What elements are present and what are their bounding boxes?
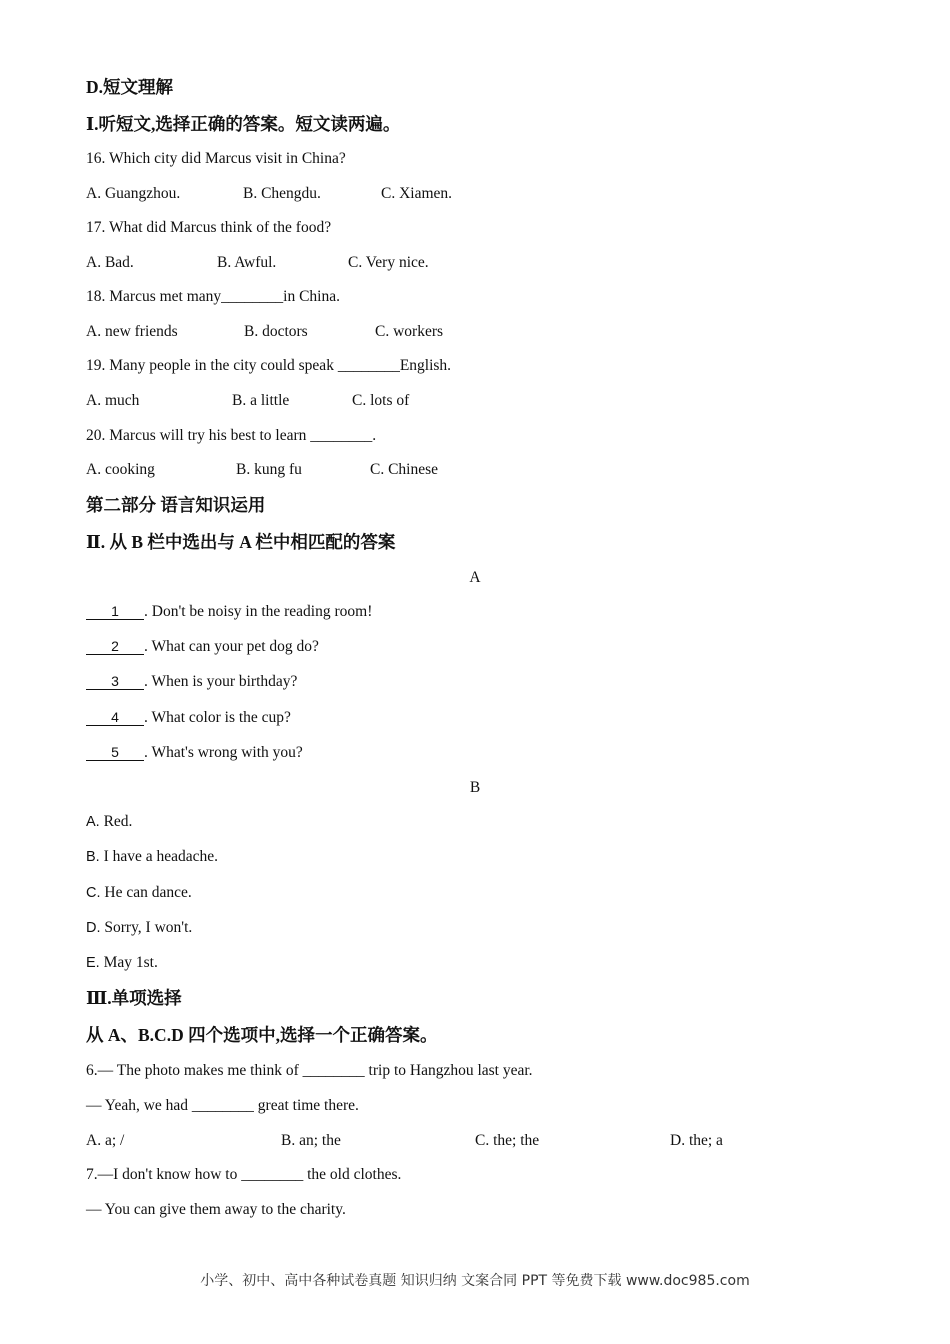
column-b-letter: D. [86,920,101,936]
column-b-letter: A. [86,814,100,830]
part-3-instruction: 从 A、B.C.D 四个选项中,选择一个正确答案。 [86,1025,438,1045]
column-b-label: B [469,779,481,796]
part-2-instruction: Ⅱ. 从 B 栏中选出与 A 栏中相匹配的答案 [86,532,396,552]
column-b-item-e [86,953,158,973]
column-b-text: He can dance. [100,884,192,901]
answer-blank-5[interactable]: 5 [86,744,144,761]
question-6-line-1: 6.— The photo makes me think of ________ trip to Hangzhou last year. [86,1062,533,1079]
q6-option-b: B. an; the [281,1132,341,1149]
answer-blank-1[interactable]: 1 [86,603,144,620]
q18-option-c: C. workers [375,323,444,340]
question-6-line-2: — Yeah, we had ________ great time there. [86,1097,359,1114]
match-item-text: . What's wrong with you? [144,744,303,761]
q18-option-b: B. doctors [244,323,308,340]
q17-option-a: A. Bad. [86,254,134,271]
column-b-item-d [86,918,192,938]
q20-option-b: B. kung fu [236,461,302,478]
question-17-stem: 17. What did Marcus think of the food? [86,219,332,236]
q20-option-a: A. cooking [86,461,155,478]
q16-option-a: A. Guangzhou. [86,185,181,202]
question-18-stem: 18. Marcus met many________in China. [86,288,340,305]
section-d-instruction: Ⅰ.听短文,选择正确的答案。短文读两遍。 [86,114,401,134]
part-3-heading: Ⅲ.单项选择 [86,988,182,1008]
q16-option-b: B. Chengdu. [243,185,321,202]
column-b-item-c [86,883,192,903]
q16-option-c: C. Xiamen. [381,185,453,202]
answer-blank-2[interactable]: 2 [86,638,144,655]
column-b-letter: C. [86,885,101,901]
answer-blank-3[interactable]: 3 [86,673,144,690]
column-b-letter: B. [86,849,100,865]
question-7-line-2: — You can give them away to the charity. [86,1201,346,1218]
question-20-stem: 20. Marcus will try his best to learn ________. [86,427,377,444]
q20-option-c: C. Chinese [370,461,439,478]
answer-blank-4[interactable]: 4 [86,709,144,726]
match-item-5 [86,743,303,763]
section-d-heading: D.短文理解 [86,77,174,97]
question-7-line-1: 7.—I don't know how to ________ the old clothes. [86,1166,402,1183]
q18-option-a: A. new friends [86,323,178,340]
match-item-text: . Don't be noisy in the reading room! [144,603,373,620]
q6-option-c: C. the; the [475,1132,540,1149]
match-item-1 [86,602,372,622]
column-b-item-b [86,847,218,867]
question-16-stem: 16. Which city did Marcus visit in China? [86,150,346,167]
match-item-2 [86,637,319,657]
match-item-text: . What color is the cup? [144,709,291,726]
part-2-heading: 第二部分 语言知识运用 [86,495,266,515]
column-b-text: Sorry, I won't. [100,919,193,936]
q6-option-a: A. a; / [86,1132,125,1149]
column-b-letter: E. [86,955,100,971]
q19-option-a: A. much [86,392,140,409]
column-a-label: A [469,569,481,586]
question-19-stem: 19. Many people in the city could speak ________English. [86,357,452,374]
match-item-text: . What can your pet dog do? [144,638,319,655]
match-item-text: . When is your birthday? [144,673,298,690]
q6-option-d: D. the; a [670,1132,723,1149]
match-item-4 [86,708,291,728]
column-b-text: I have a headache. [99,848,219,865]
q19-option-c: C. lots of [352,392,410,409]
q19-option-b: B. a little [232,392,290,409]
column-b-text: May 1st. [99,954,158,971]
column-b-item-a [86,812,132,832]
q17-option-b: B. Awful. [217,254,277,271]
match-item-3 [86,672,297,692]
q17-option-c: C. Very nice. [348,254,429,271]
column-b-text: Red. [99,813,133,830]
page-footer: 小学、初中、高中各种试卷真题 知识归纳 文案合同 PPT 等免费下载 www.doc985.com [200,1273,750,1289]
